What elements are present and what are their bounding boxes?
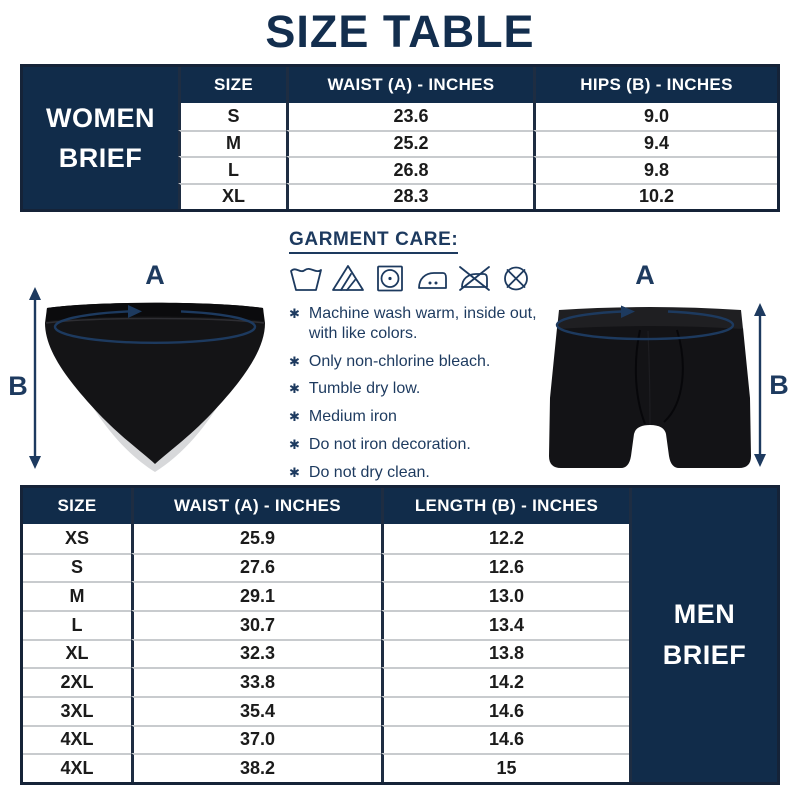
value-cell: 25.2: [286, 130, 533, 157]
men-header-length: LENGTH (B) - INCHES: [381, 488, 629, 524]
men-label-line2: BRIEF: [662, 639, 747, 670]
women-label-line1: WOMEN: [46, 102, 155, 133]
care-instruction-text: Machine wash warm, inside out, with like colors.: [308, 305, 537, 342]
value-cell: 25.9: [131, 524, 381, 553]
machine-wash-icon: [289, 263, 323, 293]
size-cell: L: [23, 610, 131, 639]
size-cell: S: [178, 103, 286, 130]
asterisk-bullet-icon: ✱: [289, 464, 300, 480]
value-cell: 14.6: [381, 696, 629, 725]
size-cell: XL: [178, 183, 286, 210]
care-instruction-text: Do not iron decoration.: [308, 436, 471, 454]
value-cell: 30.7: [131, 610, 381, 639]
value-cell: 14.2: [381, 667, 629, 696]
value-cell: 27.6: [131, 553, 381, 582]
value-cell: 28.3: [286, 183, 533, 210]
men-header-waist: WAIST (A) - INCHES: [131, 488, 381, 524]
garment-care-section: [289, 229, 559, 491]
size-cell: 4XL: [23, 725, 131, 754]
care-instruction-text: Do not dry clean.: [308, 463, 430, 481]
measure-arrowhead-icon: [754, 303, 766, 316]
boxer-waistband: [557, 307, 743, 329]
men-brief-size-table: [20, 485, 780, 785]
women-brief-figure: [5, 228, 275, 478]
value-cell: 12.6: [381, 553, 629, 582]
medium-iron-icon: [415, 263, 449, 293]
value-cell: 37.0: [131, 725, 381, 754]
value-cell: 10.2: [533, 183, 777, 210]
garment-care-heading: GARMENT CARE:: [289, 229, 458, 254]
women-label-line2: BRIEF: [58, 143, 143, 173]
value-cell: 13.4: [381, 610, 629, 639]
care-instruction-text: Only non-chlorine bleach.: [308, 352, 491, 370]
value-cell: 38.2: [131, 753, 381, 782]
value-cell: 12.2: [381, 524, 629, 553]
size-cell: XL: [23, 639, 131, 668]
measure-a-label: A: [145, 260, 165, 290]
men-header-size: SIZE: [23, 488, 131, 524]
size-cell: L: [178, 156, 286, 183]
size-cell: 2XL: [23, 667, 131, 696]
care-instruction: [289, 407, 559, 427]
women-header-hips: HIPS (B) - INCHES: [533, 67, 777, 103]
size-cell: M: [23, 581, 131, 610]
measure-arrowhead-icon: [29, 456, 41, 469]
size-cell: M: [178, 130, 286, 157]
brief-body: [45, 303, 265, 464]
value-cell: 32.3: [131, 639, 381, 668]
value-cell: 14.6: [381, 725, 629, 754]
value-cell: 15: [381, 753, 629, 782]
measure-b-label: B: [769, 370, 789, 400]
size-cell: 4XL: [23, 753, 131, 782]
men-brief-figure: [545, 228, 795, 478]
measure-arrowhead-icon: [754, 454, 766, 467]
care-instruction: [289, 379, 559, 399]
measure-b-label: B: [8, 371, 28, 401]
asterisk-bullet-icon: ✱: [289, 353, 300, 369]
asterisk-bullet-icon: ✱: [289, 381, 300, 397]
value-cell: 29.1: [131, 581, 381, 610]
care-instruction: [289, 304, 559, 344]
value-cell: 33.8: [131, 667, 381, 696]
care-instruction: [289, 435, 559, 455]
measure-a-label: A: [635, 260, 655, 290]
care-instruction: [289, 352, 559, 372]
care-instruction-text: Medium iron: [308, 408, 397, 426]
measure-arrowhead-icon: [29, 287, 41, 300]
care-instruction: [289, 463, 559, 483]
men-label-line1: MEN: [673, 599, 736, 630]
care-instruction-text: Tumble dry low.: [308, 380, 421, 398]
page-title: SIZE TABLE: [265, 6, 535, 57]
asterisk-bullet-icon: ✱: [289, 306, 300, 321]
value-cell: 23.6: [286, 103, 533, 130]
value-cell: 9.8: [533, 156, 777, 183]
do-not-iron-icon: [457, 263, 491, 293]
women-header-waist: WAIST (A) - INCHES: [286, 67, 533, 103]
laundry-symbols-row: [289, 263, 559, 293]
size-cell: 3XL: [23, 696, 131, 725]
value-cell: 9.0: [533, 103, 777, 130]
men-brief-label: [629, 488, 777, 782]
women-header-size: SIZE: [178, 67, 286, 103]
women-brief-label: [23, 67, 178, 209]
asterisk-bullet-icon: ✱: [289, 437, 300, 453]
do-not-dry-clean-icon: [499, 263, 533, 293]
size-cell: XS: [64, 527, 89, 548]
value-cell: 26.8: [286, 156, 533, 183]
tumble-dry-low-icon: [373, 263, 407, 293]
non-chlorine-bleach-icon: [331, 263, 365, 293]
women-brief-size-table: [20, 64, 780, 212]
value-cell: 13.8: [381, 639, 629, 668]
value-cell: 35.4: [131, 696, 381, 725]
value-cell: 13.0: [381, 581, 629, 610]
care-instructions-list: [289, 304, 559, 483]
asterisk-bullet-icon: ✱: [289, 409, 300, 425]
value-cell: 9.4: [533, 130, 777, 157]
size-cell: S: [23, 553, 131, 582]
